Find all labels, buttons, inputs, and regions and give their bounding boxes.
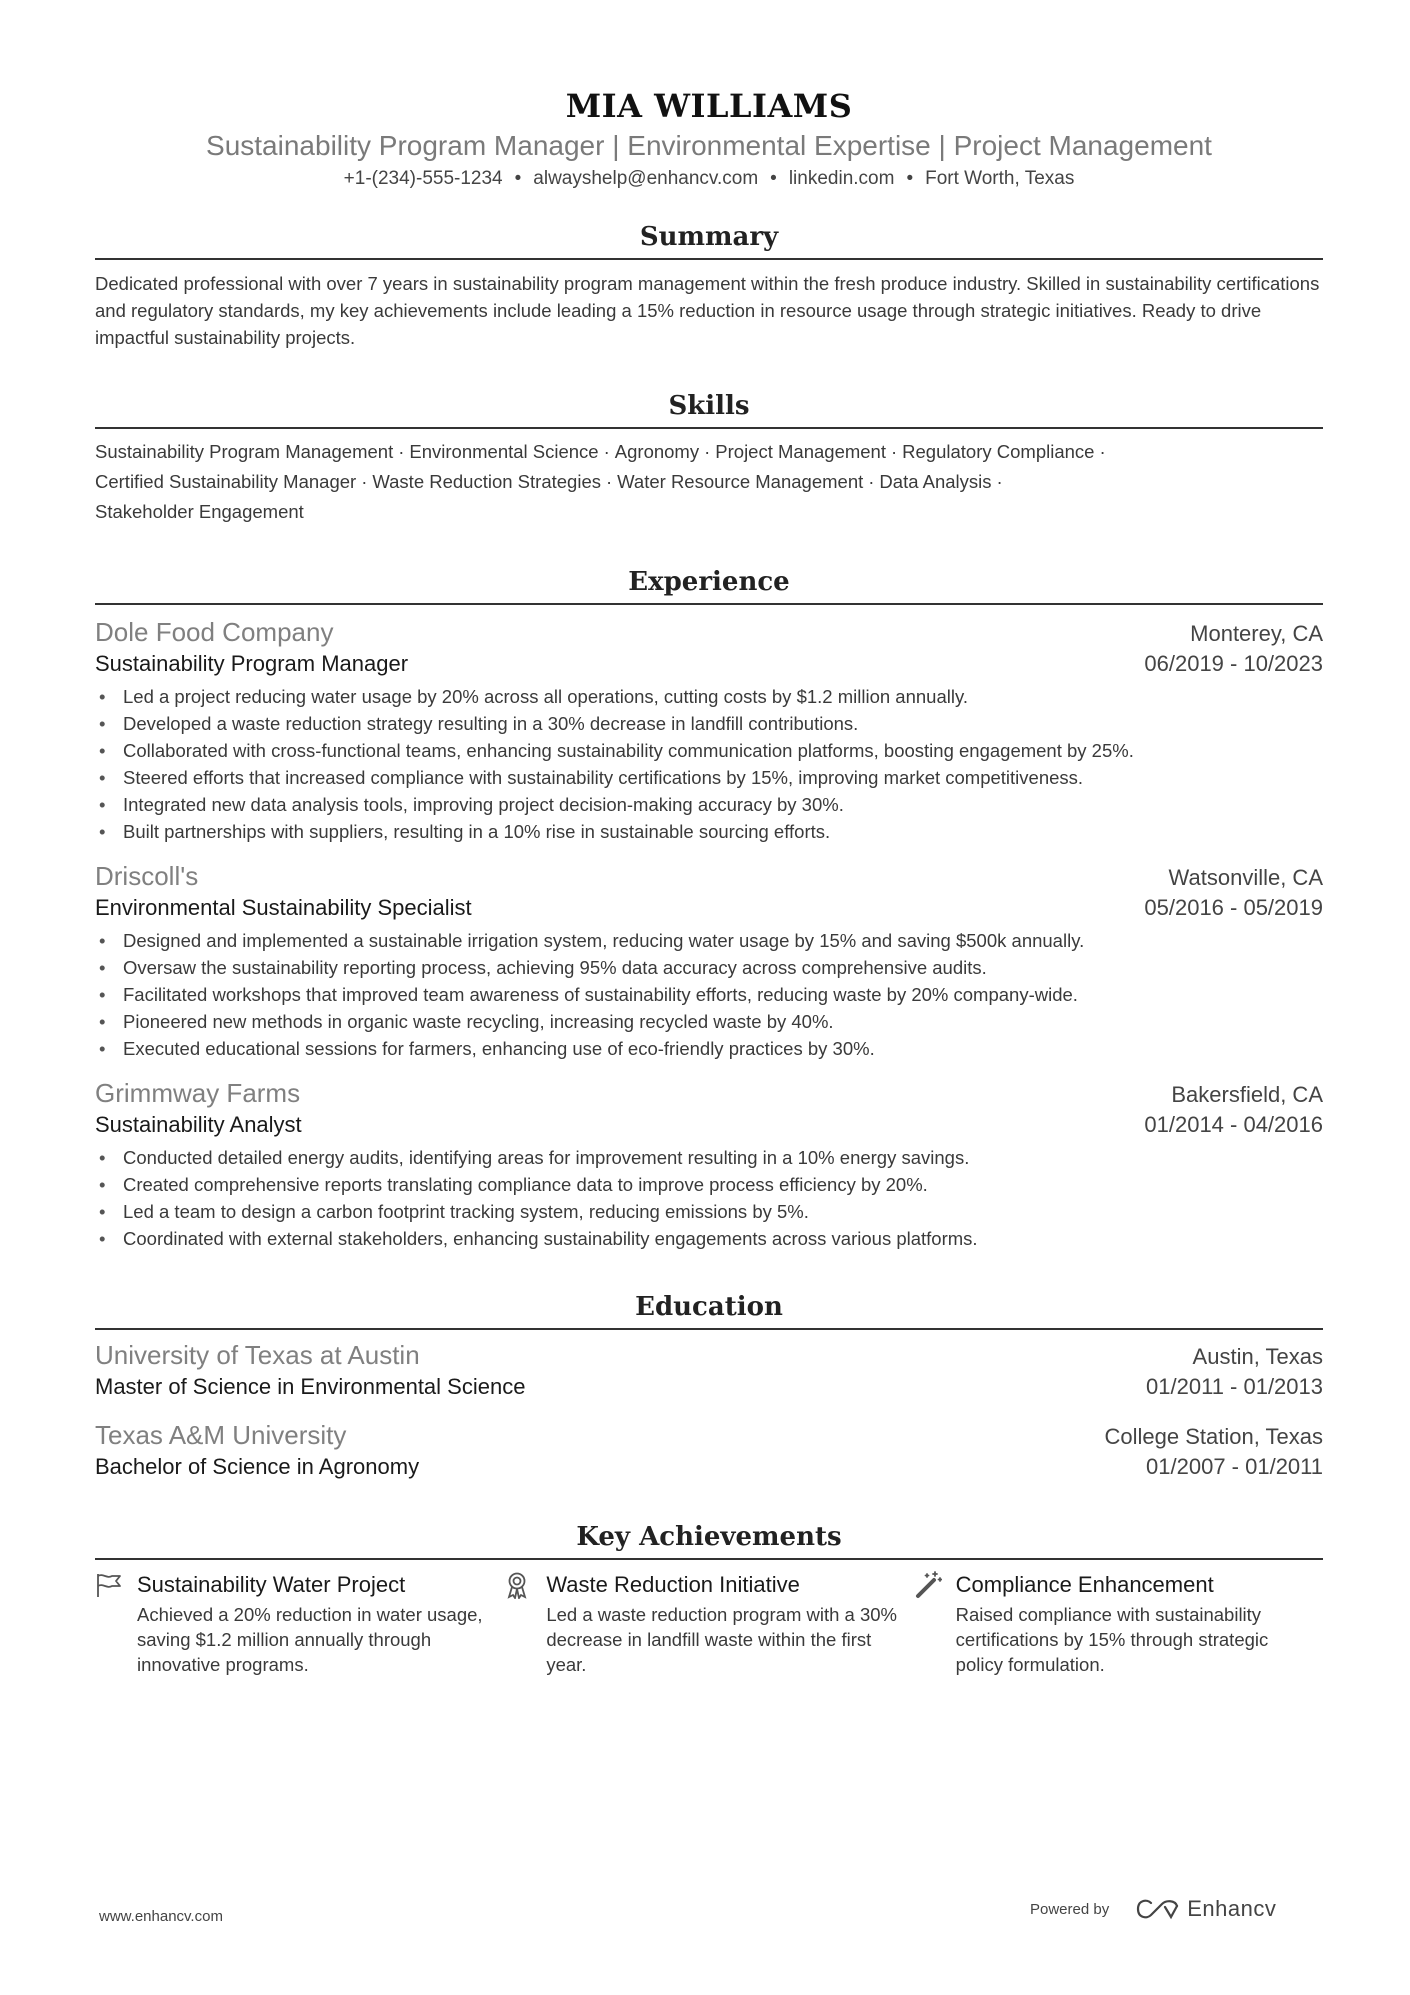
job-bullet: • Coordinated with external stakeholders, enhancing sustainability engagements across various platforms. xyxy=(95,1225,1323,1252)
candidate-name: MIA WILLIAMS xyxy=(565,87,853,125)
job-location: Monterey, CA xyxy=(1190,621,1323,646)
skill-item: Project Management xyxy=(715,441,886,462)
contact-location: Fort Worth, Texas xyxy=(925,168,1075,189)
section-title-summary: Summary xyxy=(95,220,1323,260)
job-bullet: • Collaborated with cross-functional teams, enhancing sustainability communication platforms, boosting engagement by 25%. xyxy=(95,737,1323,764)
section-title-education: Education xyxy=(95,1290,1323,1330)
section-title-achievements: Key Achievements xyxy=(95,1520,1323,1560)
section-title-skills: Skills xyxy=(95,389,1323,429)
job-bullet: • Steered efforts that increased compliance with sustainability certifications by 15%, improving market competitiveness. xyxy=(95,764,1323,791)
job-bullets xyxy=(95,683,1323,845)
achievements-grid xyxy=(95,1570,1323,1677)
education-entry xyxy=(95,1338,1323,1402)
education-degree: Master of Science in Environmental Science xyxy=(95,1374,526,1399)
skill-separator: · xyxy=(890,441,898,462)
skill-item: Regulatory Compliance xyxy=(902,441,1095,462)
achievement-item xyxy=(95,1570,504,1677)
education-dates: 01/2007 - 01/2011 xyxy=(1146,1454,1323,1479)
job-company: Dole Food Company xyxy=(95,617,334,647)
job-bullet: • Led a project reducing water usage by 20% across all operations, cutting costs by $1.2 million annually. xyxy=(95,683,1323,710)
contact-separator: • xyxy=(514,168,522,189)
job-bullet: • Led a team to design a carbon footprint tracking system, reducing emissions by 5%. xyxy=(95,1198,1323,1225)
job-role: Sustainability Analyst xyxy=(95,1112,302,1137)
achievement-item xyxy=(914,1570,1323,1677)
job-bullet: • Built partnerships with suppliers, resulting in a 10% rise in sustainable sourcing efforts. xyxy=(95,818,1323,845)
skill-item: Environmental Science xyxy=(409,441,599,462)
education-location: College Station, Texas xyxy=(1104,1424,1323,1449)
skill-separator: · xyxy=(996,471,1003,492)
skill-item: Agronomy xyxy=(614,441,700,462)
achievement-description: Achieved a 20% reduction in water usage, saving $1.2 million annually through innovative programs. xyxy=(137,1604,483,1675)
job-bullet: • Executed educational sessions for farmers, enhancing use of eco-friendly practices by 30%. xyxy=(95,1035,1323,1062)
education-school: Texas A&M University xyxy=(95,1420,347,1450)
skill-separator: · xyxy=(603,441,610,462)
achievement-title: Sustainability Water Project xyxy=(137,1572,406,1597)
magic-wand-icon xyxy=(914,1570,956,1600)
job-bullet: • Conducted detailed energy audits, identifying areas for improvement resulting in a 10% energy savings. xyxy=(95,1144,1323,1171)
job-company: Driscoll's xyxy=(95,861,199,891)
summary-text: Dedicated professional with over 7 years in sustainability program management within the fresh produce industry. Skilled in sustainability certifications and regulatory standards, my key achievements include leading a 15% reduction in resource usage through strategic initiatives. Ready to drive impactful sustainability projects. xyxy=(95,273,1320,348)
flag-icon xyxy=(95,1570,137,1600)
skill-item: Waste Reduction Strategies xyxy=(372,471,601,492)
section-title-experience: Experience xyxy=(95,565,1323,605)
education-school: University of Texas at Austin xyxy=(95,1340,420,1370)
footer-branding xyxy=(1030,1896,1276,1922)
brand-name: Enhancv xyxy=(1187,1896,1277,1921)
skill-separator: · xyxy=(605,471,613,492)
job-bullet: • Integrated new data analysis tools, improving project decision-making accuracy by 30%. xyxy=(95,791,1323,818)
contact-linkedin[interactable]: linkedin.com xyxy=(788,168,895,189)
award-medal-icon xyxy=(504,1570,546,1600)
job-company: Grimmway Farms xyxy=(95,1078,301,1108)
skill-item: Water Resource Management xyxy=(617,471,864,492)
enhancv-logo[interactable] xyxy=(1135,1896,1276,1922)
skill-separator: · xyxy=(398,441,405,462)
skill-separator: · xyxy=(704,441,711,462)
education-location: Austin, Texas xyxy=(1192,1344,1323,1369)
contact-separator: • xyxy=(906,168,914,189)
skills-section xyxy=(95,389,1323,527)
job-entry xyxy=(95,859,1323,1062)
contact-email[interactable]: alwayshelp@enhancv.com xyxy=(533,168,759,189)
skill-item: Certified Sustainability Manager xyxy=(95,471,357,492)
skill-separator: · xyxy=(1099,441,1106,462)
skill-item: Stakeholder Engagement xyxy=(95,501,304,522)
contact-line xyxy=(95,166,1323,192)
job-entry xyxy=(95,615,1323,845)
resume-header xyxy=(95,0,1323,192)
skill-separator: · xyxy=(361,471,368,492)
job-bullets xyxy=(95,1144,1323,1252)
contact-phone[interactable]: +1-(234)-555-1234 xyxy=(343,168,503,189)
candidate-headline: Sustainability Program Manager | Environmental Expertise | Project Management xyxy=(206,130,1212,161)
job-bullet: • Designed and implemented a sustainable irrigation system, reducing water usage by 15% and saving $500k annually. xyxy=(95,927,1323,954)
contact-separator: • xyxy=(770,168,777,189)
job-dates: 06/2019 - 10/2023 xyxy=(1144,651,1323,676)
education-section xyxy=(95,1290,1323,1482)
job-role: Sustainability Program Manager xyxy=(95,651,409,676)
powered-by-label: Powered by xyxy=(1030,1900,1110,1918)
job-location: Watsonville, CA xyxy=(1168,865,1323,890)
skills-list xyxy=(95,437,1245,527)
job-entry xyxy=(95,1076,1323,1252)
achievement-description: Raised compliance with sustainability certifications by 15% through strategic policy formulation. xyxy=(955,1604,1269,1675)
job-bullet: • Oversaw the sustainability reporting process, achieving 95% data accuracy across comprehensive audits. xyxy=(95,954,1323,981)
achievements-section xyxy=(95,1520,1323,1677)
education-dates: 01/2011 - 01/2013 xyxy=(1146,1374,1323,1399)
job-bullet: • Facilitated workshops that improved team awareness of sustainability efforts, reducing waste by 20% company-wide. xyxy=(95,981,1323,1008)
job-dates: 01/2014 - 04/2016 xyxy=(1144,1112,1323,1137)
achievement-description: Led a waste reduction program with a 30% decrease in landfill waste within the first year. xyxy=(546,1604,897,1675)
enhancv-logo-icon xyxy=(1135,1898,1181,1920)
footer-website[interactable]: www.enhancv.com xyxy=(99,1908,223,1925)
job-dates: 05/2016 - 05/2019 xyxy=(1144,895,1323,920)
job-role: Environmental Sustainability Specialist xyxy=(95,895,472,920)
education-degree: Bachelor of Science in Agronomy xyxy=(95,1454,420,1479)
job-bullet: • Pioneered new methods in organic waste recycling, increasing recycled waste by 40%. xyxy=(95,1008,1323,1035)
job-bullet: • Developed a waste reduction strategy resulting in a 30% decrease in landfill contributions. xyxy=(95,710,1323,737)
skill-item: Sustainability Program Management xyxy=(95,441,394,462)
achievement-title: Compliance Enhancement xyxy=(955,1572,1214,1597)
achievement-item xyxy=(504,1570,913,1677)
experience-section xyxy=(95,565,1323,1252)
achievement-title: Waste Reduction Initiative xyxy=(546,1572,800,1597)
education-entry xyxy=(95,1418,1323,1482)
job-bullets xyxy=(95,927,1323,1062)
resume-page xyxy=(95,0,1323,1677)
summary-section xyxy=(95,220,1323,351)
job-bullet: • Created comprehensive reports translating compliance data to improve process efficiency by 20%. xyxy=(95,1171,1323,1198)
job-location: Bakersfield, CA xyxy=(1171,1082,1323,1107)
skill-item: Data Analysis xyxy=(879,471,992,492)
skill-separator: · xyxy=(868,471,875,492)
